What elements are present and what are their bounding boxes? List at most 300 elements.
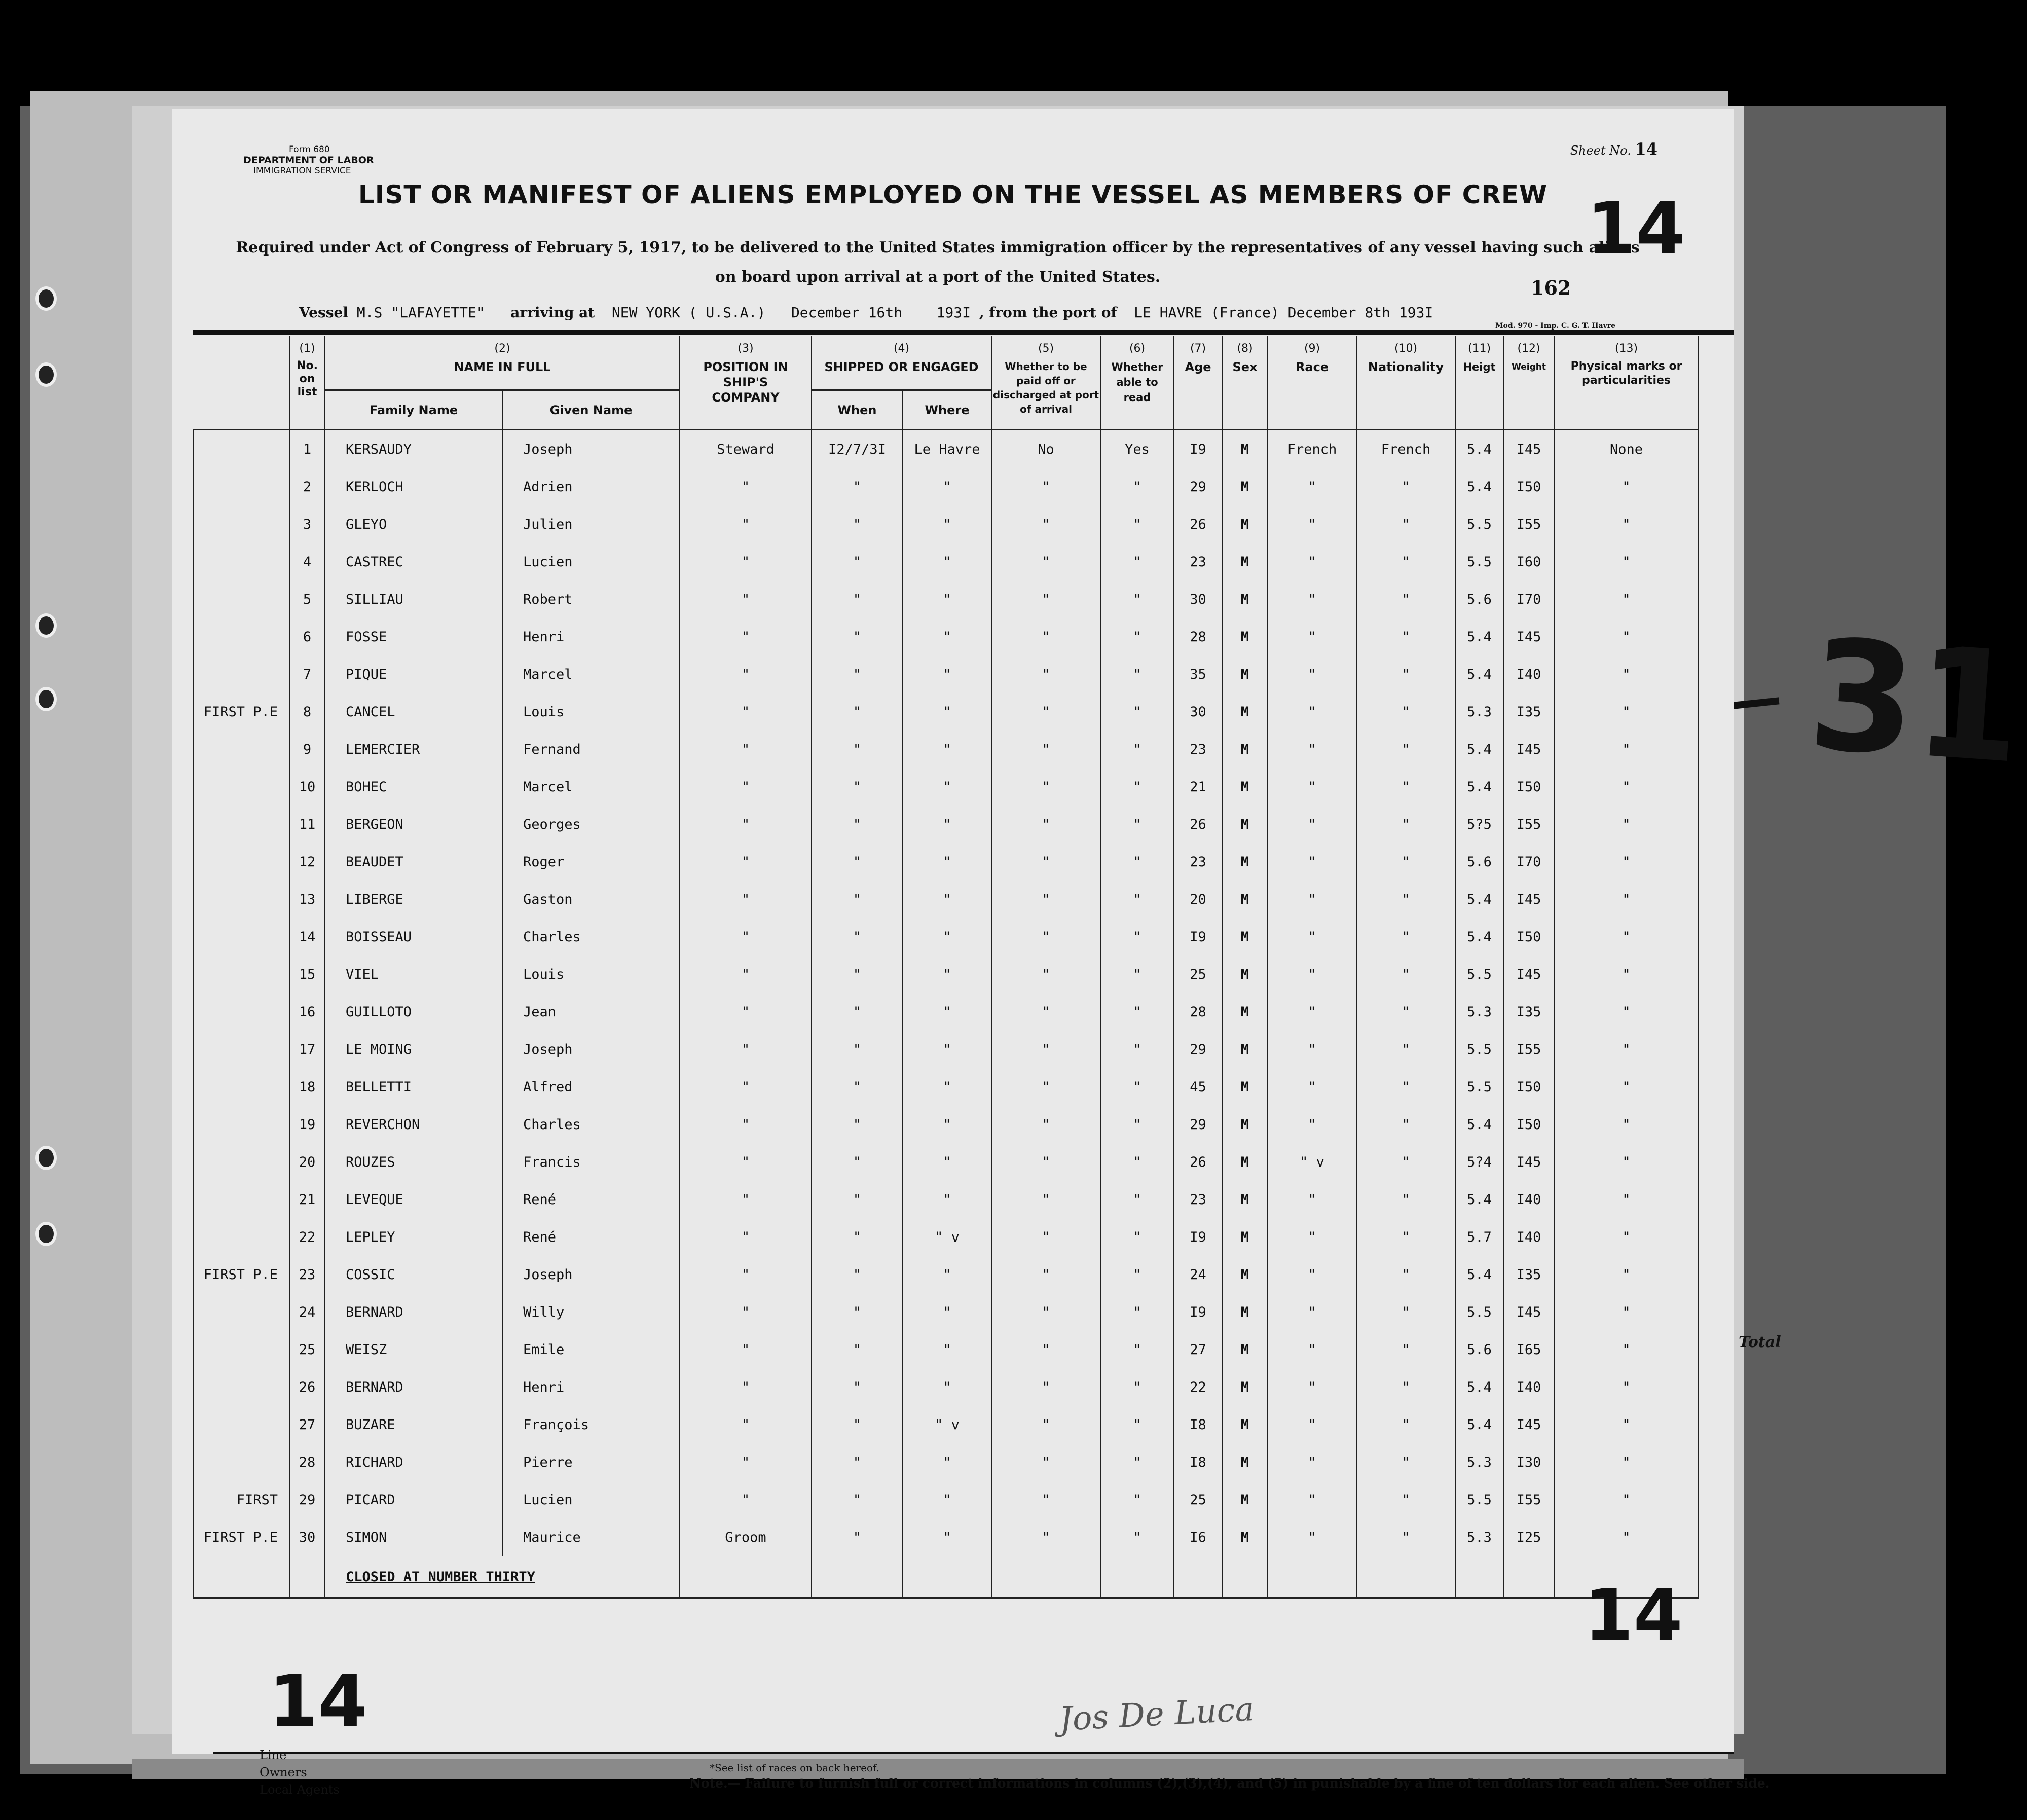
shipped-when-cell: " bbox=[812, 731, 903, 768]
weight-cell: I50 bbox=[1503, 918, 1554, 956]
margin-note-cell bbox=[193, 1556, 289, 1598]
physical-marks-cell: " bbox=[1554, 1368, 1699, 1406]
row-number-cell: 27 bbox=[289, 1406, 325, 1443]
race-cell: " bbox=[1268, 768, 1356, 806]
sex-cell: M bbox=[1222, 468, 1268, 505]
position-cell: " bbox=[680, 1031, 812, 1068]
closing-statement: CLOSED AT NUMBER THIRTY bbox=[325, 1556, 680, 1598]
shipped-when-cell: " bbox=[812, 543, 903, 580]
paid-off-cell: " bbox=[991, 1406, 1100, 1443]
age-cell: I8 bbox=[1174, 1406, 1222, 1443]
stamp-number-top: 14 bbox=[1587, 188, 1685, 270]
table-row bbox=[193, 618, 1699, 656]
shipped-where-cell: " bbox=[903, 731, 991, 768]
shipped-when-cell: " bbox=[812, 881, 903, 918]
margin-note-cell bbox=[193, 1181, 289, 1218]
age-cell: 27 bbox=[1174, 1331, 1222, 1368]
nationality-cell: " bbox=[1356, 1518, 1455, 1556]
age-cell: 28 bbox=[1174, 993, 1222, 1031]
shipped-where-cell: " bbox=[903, 1181, 991, 1218]
given-name-cell: Georges bbox=[502, 806, 680, 843]
margin-note-cell bbox=[193, 843, 289, 881]
row-number-cell: 7 bbox=[289, 656, 325, 693]
weight-cell: I50 bbox=[1503, 1068, 1554, 1106]
empty-cell bbox=[812, 1556, 903, 1598]
given-name-cell: Emile bbox=[502, 1331, 680, 1368]
race-cell: " bbox=[1268, 956, 1356, 993]
race-cell: " bbox=[1268, 918, 1356, 956]
shipped-where-cell: " bbox=[903, 843, 991, 881]
shipped-where-cell: " bbox=[903, 806, 991, 843]
margin-note-cell bbox=[193, 618, 289, 656]
row-number-cell: 25 bbox=[289, 1331, 325, 1368]
shipped-where-cell: " bbox=[903, 1518, 991, 1556]
family-name-cell: PICARD bbox=[325, 1481, 502, 1518]
nationality-cell: " bbox=[1356, 1368, 1455, 1406]
paid-off-cell: " bbox=[991, 993, 1100, 1031]
weight-cell: I70 bbox=[1503, 580, 1554, 618]
position-cell: " bbox=[680, 1368, 812, 1406]
col-header-no bbox=[289, 336, 325, 430]
height-cell: 5.7 bbox=[1455, 1218, 1503, 1256]
given-name-cell: Louis bbox=[502, 693, 680, 731]
height-cell: 5.4 bbox=[1455, 618, 1503, 656]
shipped-when-cell: I2/7/3I bbox=[812, 430, 903, 468]
table-row bbox=[193, 1481, 1699, 1518]
physical-marks-cell: " bbox=[1554, 768, 1699, 806]
binder-hole-icon bbox=[35, 687, 57, 711]
col-header-race bbox=[1268, 336, 1356, 430]
physical-marks-cell: " bbox=[1554, 806, 1699, 843]
given-name-cell: Joseph bbox=[502, 1256, 680, 1293]
row-number-cell: 13 bbox=[289, 881, 325, 918]
shipped-where-cell: " bbox=[903, 768, 991, 806]
physical-marks-cell: " bbox=[1554, 731, 1699, 768]
row-number-cell: 22 bbox=[289, 1218, 325, 1256]
paid-off-cell: " bbox=[991, 618, 1100, 656]
able-to-read-cell: " bbox=[1100, 505, 1174, 543]
age-cell: 25 bbox=[1174, 956, 1222, 993]
able-to-read-cell: " bbox=[1100, 1068, 1174, 1106]
physical-marks-cell: " bbox=[1554, 656, 1699, 693]
weight-cell: I30 bbox=[1503, 1443, 1554, 1481]
shipped-when-cell: " bbox=[812, 1293, 903, 1331]
shipped-where-cell: " bbox=[903, 1331, 991, 1368]
table-row bbox=[193, 731, 1699, 768]
table-row bbox=[193, 1293, 1699, 1331]
col-number: (6) bbox=[1129, 342, 1146, 355]
shipped-when-cell: " bbox=[812, 1443, 903, 1481]
position-cell: " bbox=[680, 843, 812, 881]
col-label: Age bbox=[1185, 360, 1211, 374]
race-cell: " bbox=[1268, 1256, 1356, 1293]
able-to-read-cell: " bbox=[1100, 993, 1174, 1031]
nationality-cell: " bbox=[1356, 656, 1455, 693]
height-cell: 5?5 bbox=[1455, 806, 1503, 843]
margin-note-cell bbox=[193, 1068, 289, 1106]
weight-cell: I40 bbox=[1503, 1181, 1554, 1218]
col-header-paid-off bbox=[991, 336, 1100, 430]
col-label: SHIPPED OR ENGAGED bbox=[824, 360, 979, 374]
margin-annotation-number: 31 bbox=[1803, 606, 2027, 798]
sex-cell: M bbox=[1222, 993, 1268, 1031]
nationality-cell: " bbox=[1356, 843, 1455, 881]
given-name-cell: René bbox=[502, 1218, 680, 1256]
position-cell: " bbox=[680, 993, 812, 1031]
shipped-when-cell: " bbox=[812, 1106, 903, 1143]
age-cell: 26 bbox=[1174, 806, 1222, 843]
row-number-cell: 28 bbox=[289, 1443, 325, 1481]
sex-cell: M bbox=[1222, 768, 1268, 806]
race-cell: " bbox=[1268, 1293, 1356, 1331]
col-number: (3) bbox=[738, 342, 754, 355]
paid-off-cell: No bbox=[991, 430, 1100, 468]
col-header-name bbox=[325, 336, 680, 390]
shipped-where-cell: " bbox=[903, 993, 991, 1031]
weight-cell: I35 bbox=[1503, 993, 1554, 1031]
able-to-read-cell: " bbox=[1100, 881, 1174, 918]
given-name-cell: Francis bbox=[502, 1143, 680, 1181]
vessel-label: Vessel bbox=[299, 304, 348, 321]
able-to-read-cell: " bbox=[1100, 956, 1174, 993]
family-name-cell: LEVEQUE bbox=[325, 1181, 502, 1218]
row-number-cell: 12 bbox=[289, 843, 325, 881]
margin-note-cell bbox=[193, 881, 289, 918]
row-number-cell: 19 bbox=[289, 1106, 325, 1143]
col-header-position bbox=[680, 336, 812, 430]
local-agents-label: Local Agents bbox=[260, 1782, 340, 1797]
height-cell: 5.3 bbox=[1455, 1518, 1503, 1556]
shipped-when-cell: " bbox=[812, 693, 903, 731]
weight-cell: I50 bbox=[1503, 768, 1554, 806]
able-to-read-cell: " bbox=[1100, 1256, 1174, 1293]
able-to-read-cell: " bbox=[1100, 693, 1174, 731]
height-cell: 5.5 bbox=[1455, 543, 1503, 580]
weight-cell: I25 bbox=[1503, 1518, 1554, 1556]
physical-marks-cell: " bbox=[1554, 693, 1699, 731]
col-number: (7) bbox=[1190, 342, 1206, 355]
height-cell: 5.4 bbox=[1455, 1256, 1503, 1293]
table-row bbox=[193, 656, 1699, 693]
col-label: Race bbox=[1295, 360, 1329, 374]
age-cell: 29 bbox=[1174, 1106, 1222, 1143]
height-cell: 5.3 bbox=[1455, 693, 1503, 731]
shipped-when-cell: " bbox=[812, 1031, 903, 1068]
margin-note-cell: FIRST P.E bbox=[193, 693, 289, 731]
weight-cell: I55 bbox=[1503, 1481, 1554, 1518]
margin-note-cell: FIRST P.E bbox=[193, 1256, 289, 1293]
able-to-read-cell: " bbox=[1100, 580, 1174, 618]
row-number-cell: 4 bbox=[289, 543, 325, 580]
paid-off-cell: " bbox=[991, 1481, 1100, 1518]
shipped-when-cell: " bbox=[812, 468, 903, 505]
nationality-cell: " bbox=[1356, 1106, 1455, 1143]
shipped-where-cell: " bbox=[903, 656, 991, 693]
family-name-cell: GUILLOTO bbox=[325, 993, 502, 1031]
family-name-cell: KERLOCH bbox=[325, 468, 502, 505]
family-name-cell: LEPLEY bbox=[325, 1218, 502, 1256]
family-name-cell: BEAUDET bbox=[325, 843, 502, 881]
given-name-cell: Pierre bbox=[502, 1443, 680, 1481]
age-cell: I9 bbox=[1174, 918, 1222, 956]
able-to-read-cell: " bbox=[1100, 468, 1174, 505]
physical-marks-cell: " bbox=[1554, 543, 1699, 580]
height-cell: 5.3 bbox=[1455, 1443, 1503, 1481]
shipped-when-cell: " bbox=[812, 1368, 903, 1406]
paid-off-cell: " bbox=[991, 656, 1100, 693]
height-cell: 5.4 bbox=[1455, 918, 1503, 956]
height-cell: 5.4 bbox=[1455, 1106, 1503, 1143]
height-cell: 5.4 bbox=[1455, 1368, 1503, 1406]
binder-hole-icon bbox=[35, 286, 57, 311]
given-name-cell: Robert bbox=[502, 580, 680, 618]
table-row bbox=[193, 1256, 1699, 1293]
departure-port: LE HAVRE (France) bbox=[1134, 304, 1279, 321]
margin-note-cell bbox=[193, 918, 289, 956]
race-cell: " bbox=[1268, 1331, 1356, 1368]
footer-rule bbox=[213, 1752, 1734, 1754]
physical-marks-cell: " bbox=[1554, 1256, 1699, 1293]
nationality-cell: " bbox=[1356, 1031, 1455, 1068]
physical-marks-cell: " bbox=[1554, 1406, 1699, 1443]
row-number-cell: 1 bbox=[289, 430, 325, 468]
shipped-where-cell: " bbox=[903, 580, 991, 618]
row-number-cell: 14 bbox=[289, 918, 325, 956]
family-name-cell: BOHEC bbox=[325, 768, 502, 806]
age-cell: 23 bbox=[1174, 1181, 1222, 1218]
row-number-cell bbox=[289, 1556, 325, 1598]
col-number: (11) bbox=[1467, 342, 1491, 355]
position-cell: " bbox=[680, 505, 812, 543]
position-cell: " bbox=[680, 956, 812, 993]
paid-off-cell: " bbox=[991, 1443, 1100, 1481]
height-cell: 5?4 bbox=[1455, 1143, 1503, 1181]
agent-labels bbox=[260, 1746, 340, 1798]
able-to-read-cell: " bbox=[1100, 1406, 1174, 1443]
race-cell: " bbox=[1268, 1481, 1356, 1518]
department-name: DEPARTMENT OF LABOR bbox=[243, 155, 374, 166]
shipped-when-cell: " bbox=[812, 956, 903, 993]
given-name-cell: Charles bbox=[502, 918, 680, 956]
age-cell: 28 bbox=[1174, 618, 1222, 656]
empty-cell bbox=[1455, 1556, 1503, 1598]
row-number-cell: 18 bbox=[289, 1068, 325, 1106]
family-name-cell: SIMON bbox=[325, 1518, 502, 1556]
weight-cell: I50 bbox=[1503, 1106, 1554, 1143]
race-cell: " v bbox=[1268, 1143, 1356, 1181]
shipped-when-cell: " bbox=[812, 1256, 903, 1293]
margin-column-header bbox=[193, 336, 289, 430]
closing-row bbox=[193, 1556, 1699, 1598]
shipped-when-cell: " bbox=[812, 1406, 903, 1443]
age-cell: 30 bbox=[1174, 693, 1222, 731]
sex-cell: M bbox=[1222, 881, 1268, 918]
table-row bbox=[193, 430, 1699, 468]
shipped-when-cell: " bbox=[812, 768, 903, 806]
shipped-where-cell: " v bbox=[903, 1406, 991, 1443]
shipped-where-cell: " bbox=[903, 1106, 991, 1143]
col-label: Whether to be paid off or discharged at port of arrival bbox=[992, 360, 1099, 415]
able-to-read-cell: " bbox=[1100, 918, 1174, 956]
arrival-port: NEW YORK ( U.S.A.) bbox=[611, 304, 766, 321]
table-row bbox=[193, 1143, 1699, 1181]
age-cell: 24 bbox=[1174, 1256, 1222, 1293]
age-cell: 21 bbox=[1174, 768, 1222, 806]
sex-cell: M bbox=[1222, 1293, 1268, 1331]
physical-marks-cell: " bbox=[1554, 1218, 1699, 1256]
able-to-read-cell: " bbox=[1100, 843, 1174, 881]
row-number-cell: 2 bbox=[289, 468, 325, 505]
given-name-cell: Joseph bbox=[502, 1031, 680, 1068]
empty-cell bbox=[1268, 1556, 1356, 1598]
sex-cell: M bbox=[1222, 1331, 1268, 1368]
height-cell: 5.4 bbox=[1455, 468, 1503, 505]
shipped-where-cell: Le Havre bbox=[903, 430, 991, 468]
given-name-cell: Roger bbox=[502, 843, 680, 881]
shipped-where-cell: " bbox=[903, 618, 991, 656]
col-number: (12) bbox=[1517, 342, 1540, 355]
col-number: (1) bbox=[299, 342, 315, 355]
able-to-read-cell: " bbox=[1100, 1106, 1174, 1143]
age-cell: I8 bbox=[1174, 1443, 1222, 1481]
family-name-cell: BERGEON bbox=[325, 806, 502, 843]
height-cell: 5.5 bbox=[1455, 505, 1503, 543]
nationality-cell: " bbox=[1356, 806, 1455, 843]
row-number-cell: 17 bbox=[289, 1031, 325, 1068]
subtitle-line-1: Required under Act of Congress of February 5, 1917, to be delivered to the United States immigration officer by the representatives of any vessel having such aliens bbox=[236, 239, 1640, 257]
nationality-cell: " bbox=[1356, 693, 1455, 731]
col-number: (13) bbox=[1614, 342, 1638, 355]
weight-cell: I50 bbox=[1503, 468, 1554, 505]
nationality-cell: " bbox=[1356, 1218, 1455, 1256]
line-label: Line bbox=[260, 1748, 287, 1762]
physical-marks-cell: " bbox=[1554, 1068, 1699, 1106]
family-name-cell: WEISZ bbox=[325, 1331, 502, 1368]
able-to-read-cell: " bbox=[1100, 543, 1174, 580]
nationality-cell: " bbox=[1356, 731, 1455, 768]
position-cell: " bbox=[680, 731, 812, 768]
vessel-name: M.S "LAFAYETTE" bbox=[356, 304, 485, 321]
margin-note-cell bbox=[193, 1331, 289, 1368]
nationality-cell: French bbox=[1356, 430, 1455, 468]
family-name-cell: PIQUE bbox=[325, 656, 502, 693]
departure-date: December 8th 193I bbox=[1287, 304, 1433, 321]
weight-cell: I40 bbox=[1503, 656, 1554, 693]
col-header-read bbox=[1100, 336, 1174, 430]
margin-note-cell bbox=[193, 1218, 289, 1256]
weight-cell: I45 bbox=[1503, 956, 1554, 993]
physical-marks-cell: " bbox=[1554, 468, 1699, 505]
stamp-number-bottom-left: 14 bbox=[269, 1660, 367, 1743]
col-header-given-name: Given Name bbox=[502, 390, 680, 430]
col-header-age bbox=[1174, 336, 1222, 430]
position-cell: " bbox=[680, 1181, 812, 1218]
given-name-cell: Julien bbox=[502, 505, 680, 543]
crew-manifest-table bbox=[193, 336, 1699, 1599]
header-rule bbox=[193, 330, 1734, 335]
shipped-where-cell: " bbox=[903, 468, 991, 505]
age-cell: 26 bbox=[1174, 1143, 1222, 1181]
row-number-cell: 23 bbox=[289, 1256, 325, 1293]
paid-off-cell: " bbox=[991, 580, 1100, 618]
given-name-cell: Marcel bbox=[502, 656, 680, 693]
position-cell: " bbox=[680, 543, 812, 580]
sheet-number-value: 14 bbox=[1635, 139, 1657, 159]
sex-cell: M bbox=[1222, 1218, 1268, 1256]
race-cell: " bbox=[1268, 543, 1356, 580]
empty-cell bbox=[1222, 1556, 1268, 1598]
weight-cell: I45 bbox=[1503, 1143, 1554, 1181]
sex-cell: M bbox=[1222, 806, 1268, 843]
weight-cell: I55 bbox=[1503, 505, 1554, 543]
sex-cell: M bbox=[1222, 1443, 1268, 1481]
shipped-where-cell: " bbox=[903, 693, 991, 731]
given-name-cell: Henri bbox=[502, 618, 680, 656]
height-cell: 5.6 bbox=[1455, 1331, 1503, 1368]
col-header-nationality bbox=[1356, 336, 1455, 430]
nationality-cell: " bbox=[1356, 918, 1455, 956]
height-cell: 5.4 bbox=[1455, 1181, 1503, 1218]
nationality-cell: " bbox=[1356, 1481, 1455, 1518]
col-header-height bbox=[1455, 336, 1503, 430]
age-cell: I6 bbox=[1174, 1518, 1222, 1556]
table-row bbox=[193, 1443, 1699, 1481]
family-name-cell: BELLETTI bbox=[325, 1068, 502, 1106]
table-row bbox=[193, 1031, 1699, 1068]
shipped-when-cell: " bbox=[812, 1068, 903, 1106]
family-name-cell: GLEYO bbox=[325, 505, 502, 543]
height-cell: 5.5 bbox=[1455, 1031, 1503, 1068]
shipped-where-cell: " bbox=[903, 505, 991, 543]
row-number-cell: 8 bbox=[289, 693, 325, 731]
sex-cell: M bbox=[1222, 1368, 1268, 1406]
position-cell: " bbox=[680, 1481, 812, 1518]
sex-cell: M bbox=[1222, 1481, 1268, 1518]
empty-cell bbox=[680, 1556, 812, 1598]
age-cell: 23 bbox=[1174, 843, 1222, 881]
table-row bbox=[193, 956, 1699, 993]
sex-cell: M bbox=[1222, 1143, 1268, 1181]
form-number: Form 680 bbox=[289, 144, 330, 155]
arriving-label: arriving at bbox=[510, 304, 595, 321]
race-cell: " bbox=[1268, 731, 1356, 768]
row-number-cell: 6 bbox=[289, 618, 325, 656]
margin-note-cell bbox=[193, 580, 289, 618]
height-cell: 5.4 bbox=[1455, 430, 1503, 468]
given-name-cell: Fernand bbox=[502, 731, 680, 768]
race-cell: " bbox=[1268, 580, 1356, 618]
row-number-cell: 29 bbox=[289, 1481, 325, 1518]
shipped-where-cell: " bbox=[903, 1293, 991, 1331]
table-row bbox=[193, 843, 1699, 881]
shipped-when-cell: " bbox=[812, 1181, 903, 1218]
nationality-cell: " bbox=[1356, 618, 1455, 656]
row-number-cell: 15 bbox=[289, 956, 325, 993]
weight-cell: I40 bbox=[1503, 1218, 1554, 1256]
family-name-cell: KERSAUDY bbox=[325, 430, 502, 468]
paid-off-cell: " bbox=[991, 1256, 1100, 1293]
family-name-cell: COSSIC bbox=[325, 1256, 502, 1293]
weight-cell: I70 bbox=[1503, 843, 1554, 881]
physical-marks-cell: " bbox=[1554, 881, 1699, 918]
able-to-read-cell: " bbox=[1100, 1481, 1174, 1518]
binder-hole-icon bbox=[35, 1146, 57, 1170]
position-cell: Steward bbox=[680, 430, 812, 468]
margin-note-cell bbox=[193, 656, 289, 693]
height-cell: 5.4 bbox=[1455, 1406, 1503, 1443]
race-cell: " bbox=[1268, 1068, 1356, 1106]
inspector-signature: Jos De Luca bbox=[1058, 1690, 1256, 1739]
